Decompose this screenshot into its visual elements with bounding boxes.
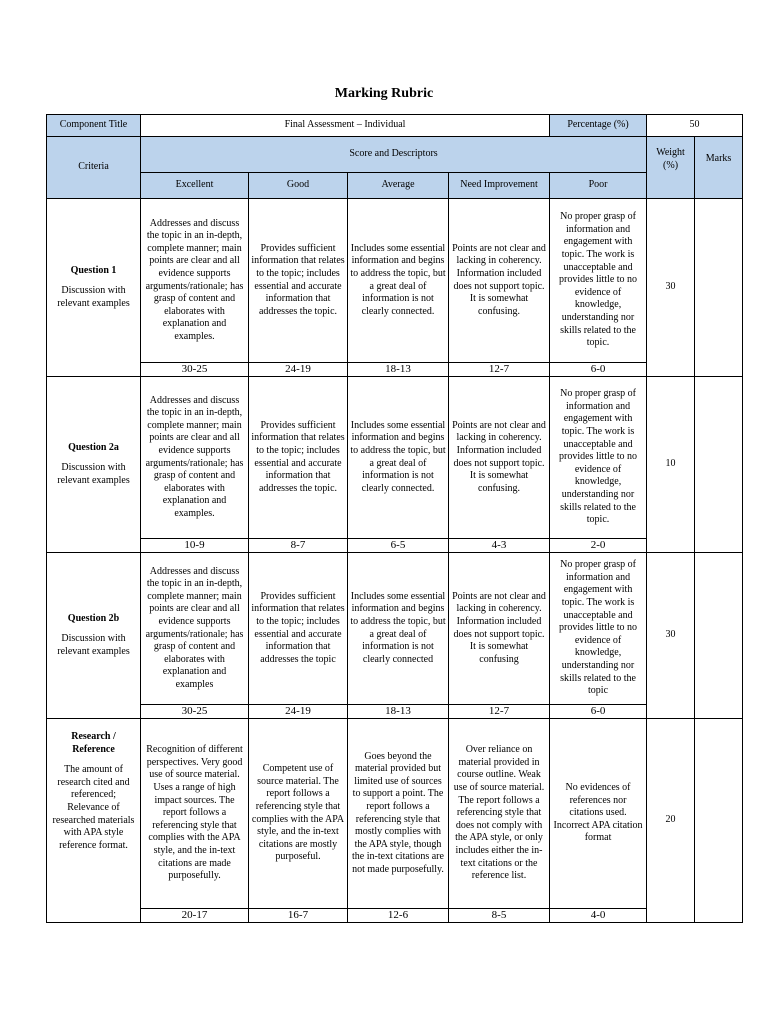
score-range: 12-7 [449, 363, 550, 377]
percentage-label: Percentage (%) [550, 115, 647, 137]
rubric-row-question-2b [47, 553, 743, 705]
descriptor-poor: No proper grasp of information and engagement with topic. The work is unacceptable and provides little to no evidence of knowledge, understanding nor skills related to the topic. [550, 377, 647, 539]
score-range: 8-5 [449, 909, 550, 923]
criterion-title: Question 2b [67, 612, 120, 624]
weight-header: Weight (%) [647, 137, 695, 199]
descriptor-good: Provides sufficient information that relates to the topic; includes essential and accurate information that addresses the topic. [249, 199, 348, 363]
marks-header: Marks [695, 137, 743, 199]
descriptor-good: Provides sufficient information that relates to the topic; includes essential and accurate information that addresses the topic [249, 553, 348, 705]
score-descriptors-header: Score and Descriptors [141, 137, 647, 173]
descriptor-excellent: Recognition of different perspectives. Very good use of source material. Uses a range of high impact sources. The report follows a referencing style that complies with the APA style, and the in-text citations are made purposefully. [141, 719, 249, 909]
criterion-cell [47, 553, 141, 719]
level-need-improvement: Need Improvement [449, 173, 550, 199]
criterion-title: Question 1 [70, 264, 117, 276]
score-range: 4-0 [550, 909, 647, 923]
descriptor-need-improvement: Over reliance on material provided in course outline. Weak use of source material. The report follows a referencing style that does not comply with the APA style, or only includes either the in-text citations or the reference list. [449, 719, 550, 909]
percentage-value: 50 [647, 115, 743, 137]
score-range: 18-13 [348, 705, 449, 719]
rubric-row-question-1 [47, 199, 743, 363]
score-range: 24-19 [249, 705, 348, 719]
score-range: 12-6 [348, 909, 449, 923]
score-range: 8-7 [249, 539, 348, 553]
score-range: 12-7 [449, 705, 550, 719]
rubric-row-question-2a [47, 377, 743, 539]
score-range: 24-19 [249, 363, 348, 377]
score-range: 2-0 [550, 539, 647, 553]
score-range: 6-0 [550, 363, 647, 377]
rubric-row-research-reference [47, 719, 743, 909]
weight-cell: 10 [647, 377, 695, 553]
descriptor-average: Includes some essential information and begins to address the topic, but a great deal of information is not clearly connected [348, 553, 449, 705]
weight-cell: 30 [647, 199, 695, 377]
descriptor-average: Includes some essential information and begins to address the topic, but a great deal of information is not clearly connected. [348, 199, 449, 363]
marks-cell [695, 377, 743, 553]
level-poor: Poor [550, 173, 647, 199]
criterion-cell [47, 377, 141, 553]
criteria-header: Criteria [47, 137, 141, 199]
marks-cell [695, 719, 743, 923]
weight-cell: 20 [647, 719, 695, 923]
descriptor-excellent: Addresses and discuss the topic in an in-depth, complete manner; main points are clear and all evidence supports arguments/rationale; has grasp of content and elaborates with explanation and examples. [141, 199, 249, 363]
component-title-value: Final Assessment – Individual [141, 115, 550, 137]
criterion-cell [47, 199, 141, 377]
descriptor-excellent: Addresses and discuss the topic in an in-depth, complete manner; main points are clear and all evidence supports arguments/rationale; has grasp of content and elaborates with explanation and examples [141, 553, 249, 705]
level-average: Average [348, 173, 449, 199]
score-range: 30-25 [141, 363, 249, 377]
component-title-label: Component Title [47, 115, 141, 137]
descriptor-need-improvement: Points are not clear and lacking in coherency. Information included does not support topic. It is somewhat confusing [449, 553, 550, 705]
descriptor-poor: No proper grasp of information and engagement with topic. The work is unacceptable and provides little to no evidence of knowledge, understanding nor skills related to the topic [550, 553, 647, 705]
score-range: 30-25 [141, 705, 249, 719]
rubric-table [46, 114, 743, 923]
descriptor-need-improvement: Points are not clear and lacking in coherency. Information included does not support topic. It is somewhat confusing. [449, 377, 550, 539]
criterion-description: The amount of research cited and referenced; Relevance of researched materials with APA style reference format. [52, 764, 135, 851]
weight-cell: 30 [647, 553, 695, 719]
score-range: 6-5 [348, 539, 449, 553]
criterion-description: Discussion with relevant examples [57, 285, 130, 309]
marks-cell [695, 199, 743, 377]
criterion-title: Question 2a [68, 441, 119, 453]
score-range: 18-13 [348, 363, 449, 377]
score-range: 16-7 [249, 909, 348, 923]
descriptor-average: Goes beyond the material provided but limited use of sources to support a point. The report follows a referencing style that mostly complies with the APA style, though the in-text citations are not made purposefully. [348, 719, 449, 909]
criterion-title: Research / Reference [71, 731, 116, 755]
score-range: 20-17 [141, 909, 249, 923]
descriptor-good: Competent use of source material. The report follows a referencing style that complies with the APA style, and the in-text citations are mostly purposeful. [249, 719, 348, 909]
descriptor-average: Includes some essential information and begins to address the topic, but a great deal of information is not clearly connected. [348, 377, 449, 539]
criterion-description: Discussion with relevant examples [57, 633, 130, 657]
descriptor-poor: No proper grasp of information and engagement with topic. The work is unacceptable and provides little to no evidence of knowledge, understanding nor skills related to the topic. [550, 199, 647, 363]
score-range: 6-0 [550, 705, 647, 719]
descriptor-need-improvement: Points are not clear and lacking in coherency. Information included does not support topic. It is somewhat confusing. [449, 199, 550, 363]
descriptor-excellent: Addresses and discuss the topic in an in-depth, complete manner; main points are clear and all evidence supports arguments/rationale; has grasp of content and elaborates with explanation and examples. [141, 377, 249, 539]
criterion-cell [47, 719, 141, 923]
page-title: Marking Rubric [334, 86, 434, 101]
score-range: 10-9 [141, 539, 249, 553]
descriptor-poor: No evidences of references nor citations used. Incorrect APA citation format [550, 719, 647, 909]
criterion-description: Discussion with relevant examples [57, 462, 130, 486]
level-excellent: Excellent [141, 173, 249, 199]
marks-cell [695, 553, 743, 719]
descriptor-good: Provides sufficient information that relates to the topic; includes essential and accurate information that addresses the topic. [249, 377, 348, 539]
score-range: 4-3 [449, 539, 550, 553]
level-good: Good [249, 173, 348, 199]
